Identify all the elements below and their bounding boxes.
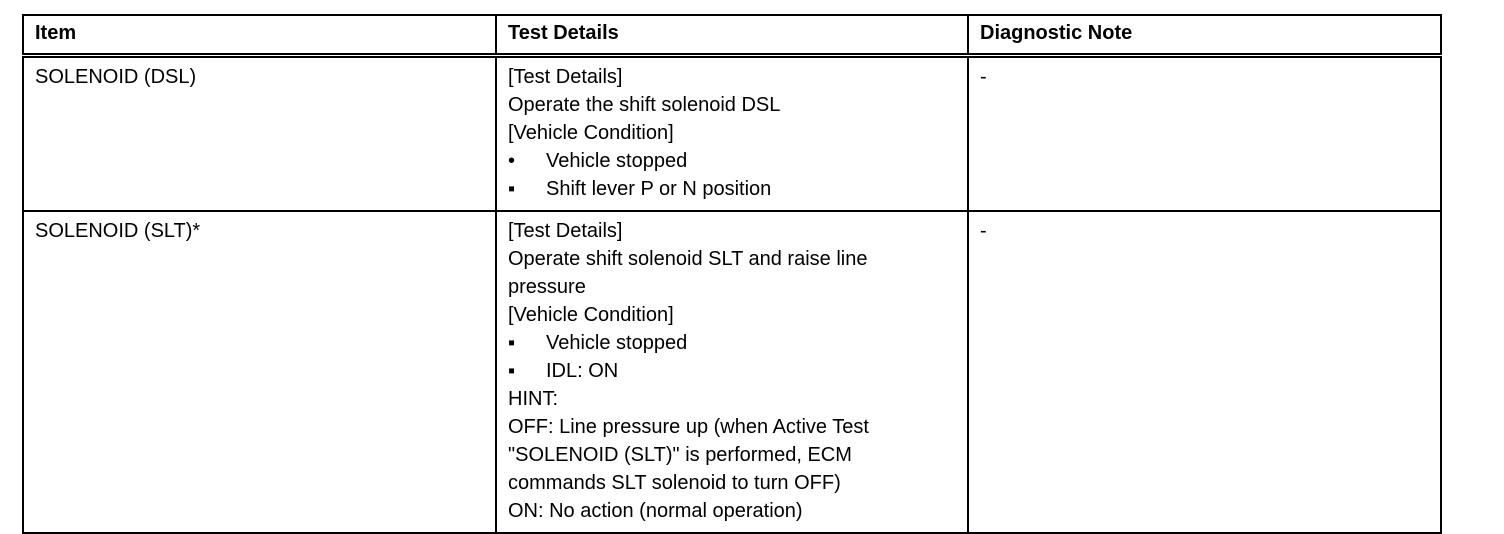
details-heading: [Test Details] <box>508 66 623 88</box>
condition-bullet <box>508 357 967 385</box>
header-diagnostic-note: Diagnostic Note <box>968 15 1441 56</box>
details-heading: [Test Details] <box>508 220 623 242</box>
hint-text: "SOLENOID (SLT)" is performed, ECM <box>508 444 852 466</box>
row-note-cell <box>968 56 1441 212</box>
details-text: Operate shift solenoid SLT and raise line <box>508 248 868 270</box>
row-item-cell <box>23 211 496 533</box>
row-note-cell <box>968 211 1441 533</box>
condition-bullet <box>508 147 967 175</box>
hint-text: commands SLT solenoid to turn OFF) <box>508 472 841 494</box>
bullet-text: Vehicle stopped <box>546 332 688 354</box>
hint-text: OFF: Line pressure up (when Active Test <box>508 416 869 438</box>
details-text: pressure <box>508 276 586 298</box>
condition-heading: [Vehicle Condition] <box>508 122 674 144</box>
item-name: SOLENOID (SLT)* <box>35 220 201 242</box>
bullet-text: Vehicle stopped <box>546 150 688 172</box>
bullet-mark: • <box>508 150 516 172</box>
row-details-cell <box>496 211 968 533</box>
bullet-text: Shift lever P or N position <box>546 178 772 200</box>
table-row <box>23 56 1441 212</box>
header-item: Item <box>23 15 496 56</box>
row-item-cell <box>23 56 496 212</box>
condition-bullet <box>508 175 967 203</box>
diagnostic-table <box>22 14 1442 534</box>
bullet-mark: ▪ <box>508 332 516 354</box>
row-details-cell <box>496 56 968 212</box>
details-text: Operate the shift solenoid DSL <box>508 94 781 116</box>
header-row <box>23 15 1441 56</box>
condition-heading: [Vehicle Condition] <box>508 304 674 326</box>
bullet-mark: ▪ <box>508 178 516 200</box>
bullet-mark: ▪ <box>508 360 516 382</box>
condition-bullet <box>508 329 967 357</box>
hint-heading: HINT: <box>508 388 558 410</box>
note-text: - <box>980 220 987 242</box>
note-text: - <box>980 66 987 88</box>
item-name: SOLENOID (DSL) <box>35 66 197 88</box>
hint-text: ON: No action (normal operation) <box>508 500 803 522</box>
table-row <box>23 211 1441 533</box>
header-test-details: Test Details <box>496 15 968 56</box>
bullet-text: IDL: ON <box>546 360 619 382</box>
